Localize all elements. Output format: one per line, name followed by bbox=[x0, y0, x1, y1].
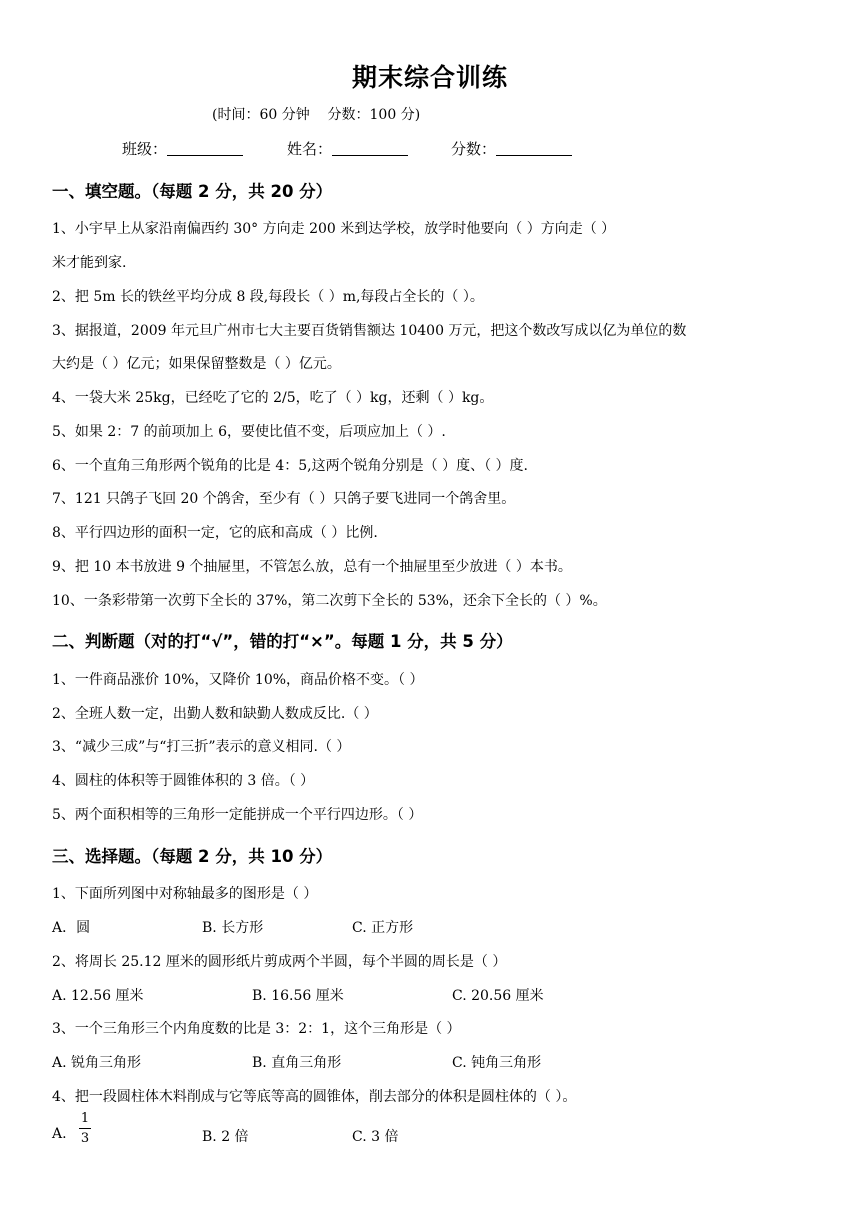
choice-option: A．圆 bbox=[52, 920, 91, 936]
choice-option: B. 直角三角形 bbox=[252, 1055, 342, 1071]
choice-option: B. 长方形 bbox=[202, 920, 264, 936]
name-blank bbox=[332, 141, 408, 156]
judge-question: 4、圆柱的体积等于圆锥体积的 3 倍。（ ） bbox=[52, 773, 315, 789]
fill-question-cont: 大约是（ ）亿元；如果保留整数是（ ）亿元。 bbox=[52, 356, 341, 372]
fill-question: 5、如果 2：7 的前项加上 6，要使比值不变，后项应加上（ ）. bbox=[52, 424, 446, 440]
choice-question: 2、将周长 25.12 厘米的圆形纸片剪成两个半圆，每个半圆的周长是（ ） bbox=[52, 954, 507, 970]
section-judge-heading: 二、判断题（对的打“√”，错的打“×”。每题 1 分，共 5 分） bbox=[52, 632, 513, 651]
fill-question-cont: 米才能到家. bbox=[52, 255, 127, 271]
class-label: 班级： bbox=[122, 140, 168, 158]
section-fill-heading: 一、填空题。（每题 2 分，共 20 分） bbox=[52, 182, 333, 201]
fraction-bar bbox=[79, 1128, 91, 1129]
choice-option: C. 正方形 bbox=[352, 920, 414, 936]
page-title: 期末综合训练 bbox=[351, 63, 508, 92]
choice-option: A. bbox=[52, 1126, 67, 1142]
choice-option: C. 3 倍 bbox=[352, 1129, 399, 1145]
class-blank bbox=[167, 141, 243, 156]
fill-question: 2、把 5m 长的铁丝平均分成 8 段,每段长（ ）m,每段占全长的（ ）。 bbox=[52, 289, 484, 305]
fraction-one-third bbox=[79, 1112, 91, 1145]
fraction-denominator: 3 bbox=[80, 1131, 90, 1146]
name-label: 姓名： bbox=[287, 140, 333, 158]
choice-question: 4、把一段圆柱体木料削成与它等底等高的圆锥体，削去部分的体积是圆柱体的（ ）。 bbox=[52, 1089, 577, 1105]
name-field bbox=[287, 138, 408, 159]
choice-option: A. 12.56 厘米 bbox=[52, 988, 144, 1004]
choice-option: C. 20.56 厘米 bbox=[452, 988, 544, 1004]
judge-question: 1、一件商品涨价 10%，又降价 10%，商品价格不变。（ ） bbox=[52, 672, 424, 688]
choice-option: C. 钝角三角形 bbox=[452, 1055, 542, 1071]
fill-question: 7、121 只鸽子飞回 20 个鸽舍，至少有（ ）只鸽子要飞进同一个鸽舍里。 bbox=[52, 491, 516, 507]
choice-option: A. 锐角三角形 bbox=[52, 1055, 142, 1071]
class-field bbox=[122, 138, 243, 159]
fill-question: 3、据报道，2009 年元旦广州市七大主要百货销售额达 10400 万元，把这个数改写成以亿为单位的数 bbox=[52, 323, 687, 339]
fill-question: 1、小宇早上从家沿南偏西约 30° 方向走 200 米到达学校，放学时他要向（ ）方向走（ ） bbox=[52, 221, 616, 237]
fill-question: 10、一条彩带第一次剪下全长的 37%，第二次剪下全长的 53%，还余下全长的（ ）%。 bbox=[52, 593, 607, 609]
choice-option: B. 16.56 厘米 bbox=[252, 988, 344, 1004]
choice-question: 3、一个三角形三个内角度数的比是 3：2：1，这个三角形是（ ） bbox=[52, 1021, 461, 1037]
judge-question: 3、“减少三成”与“打三折”表示的意义相同.（ ） bbox=[52, 739, 351, 755]
fill-question: 9、把 10 本书放进 9 个抽屉里，不管怎么放，总有一个抽屉里至少放进（ ）本书。 bbox=[52, 559, 572, 575]
choice-question: 1、下面所列图中对称轴最多的图形是（ ） bbox=[52, 886, 318, 902]
judge-question: 2、全班人数一定，出勤人数和缺勤人数成反比.（ ） bbox=[52, 706, 378, 722]
section-choice-heading: 三、选择题。（每题 2 分，共 10 分） bbox=[52, 847, 333, 866]
fill-question: 6、一个直角三角形两个锐角的比是 4：5,这两个锐角分别是（ ）度、（ ）度. bbox=[52, 458, 528, 474]
score-field bbox=[451, 138, 572, 159]
score-blank bbox=[496, 141, 572, 156]
fill-question: 8、平行四边形的面积一定，它的底和高成（ ）比例. bbox=[52, 525, 378, 541]
fraction-numerator: 1 bbox=[80, 1111, 90, 1126]
choice-option: B. 2 倍 bbox=[202, 1129, 249, 1145]
judge-question: 5、两个面积相等的三角形一定能拼成一个平行四边形。（ ） bbox=[52, 807, 423, 823]
fill-question: 4、一袋大米 25kg，已经吃了它的 2/5，吃了（ ）kg，还剩（ ）kg。 bbox=[52, 390, 494, 406]
time-score-info: (时间：60 分钟 分数：100 分) bbox=[212, 107, 421, 123]
score-label: 分数： bbox=[451, 140, 497, 158]
